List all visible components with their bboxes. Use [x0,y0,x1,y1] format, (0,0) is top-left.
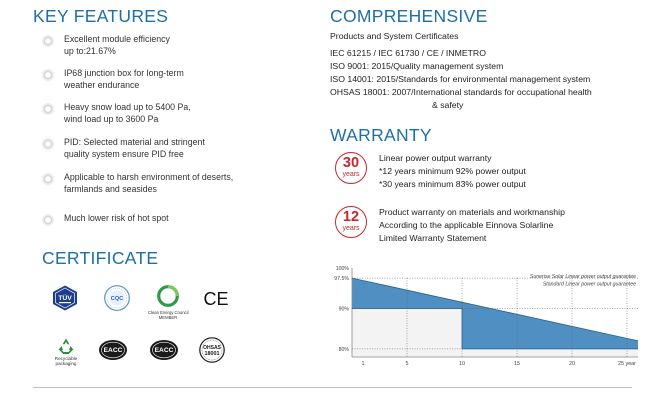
legend-entry: Sunerise Solar Linear power output guarantee [529,274,636,280]
certificate-title: CERTIFICATE [42,248,159,268]
clean-energy-caption: Clean Energy Council [148,310,189,315]
ohsas-text: OHSAS [203,345,221,351]
ce-text: CE [203,289,229,309]
feature-line: farmlands and seasides [64,184,157,194]
feature-line: PID: Selected material and stringent [64,137,205,147]
feature-line: Excellent module efficiency [64,34,170,44]
feature-line: quality system ensure PID free [64,149,184,159]
feature-line: wind load up to 3600 Pa [64,114,159,124]
x-tick-label: 5 [405,361,409,367]
warranty-line: Limited Warranty Statement [379,233,487,243]
comprehensive-line: & safety [432,100,464,110]
warranty-title: WARRANTY [330,125,432,145]
warranty-line: *30 years minimum 83% power output [379,179,526,189]
tuv-text: TÜV [58,295,72,303]
warranty-line: According to the applicable Einnova Solarline [379,220,554,230]
feature-line: Heavy snow load up to 5400 Pa, [64,102,191,112]
feature-line: Applicable to harsh environment of deserts, [64,172,234,182]
eacc-text: EACC [154,347,174,354]
recycle-caption: Recyclable [54,356,78,361]
badge-unit: years [342,225,360,232]
feature-line: up to:21.67% [64,46,116,56]
badge-number: 12 [342,209,360,225]
y-tick-label: 97.5% [334,276,349,283]
clean-energy-caption: MEMBER [158,315,178,320]
eacc-text: EACC [103,347,123,354]
comprehensive-subtitle: Products and System Certificates [330,31,459,41]
x-tick-label: 10 [459,361,465,367]
legend-entry: Standard Linear power output guarantee [542,281,636,288]
comprehensive-line: OHSAS 18001: 2007/International standards for occupational health [330,87,592,97]
feature-line: weather endurance [64,80,140,90]
standard-step-fill [462,349,638,357]
warranty-line: Linear power output warranty [379,153,492,163]
x-tick-label: 25 year [618,361,636,367]
x-tick-label: 15 [514,361,520,367]
recycle-caption: packaging [55,361,77,366]
comprehensive-line: ISO 9001: 2015/Quality management system [330,61,504,71]
feature-line: IP68 junction box for long-term [64,68,184,78]
badge-unit: years [342,171,360,178]
warranty-line: *12 years minimum 92% power output [379,166,526,176]
ohsas-number: 18001 [204,351,220,357]
warranty-line: Product warranty on materials and workmanship [379,207,565,217]
x-tick-label: 20 [569,361,575,367]
feature-line: Much lower risk of hot spot [64,213,169,223]
comprehensive-line: IEC 61215 / IEC 61730 / CE / INMETRO [330,48,486,58]
key-features-title: KEY FEATURES [33,6,169,26]
badge-number: 30 [342,155,360,171]
y-tick-label: 80% [338,346,349,353]
x-tick-label: 1 [361,361,365,367]
comprehensive-line: ISO 14001: 2015/Standards for environmental management system [330,74,591,84]
y-tick-label: 100% [335,266,349,272]
footer-divider [33,387,632,388]
cqc-text: CQC [110,296,124,302]
y-tick-label: 90% [338,306,349,313]
comprehensive-title: COMPREHENSIVE [330,6,488,26]
